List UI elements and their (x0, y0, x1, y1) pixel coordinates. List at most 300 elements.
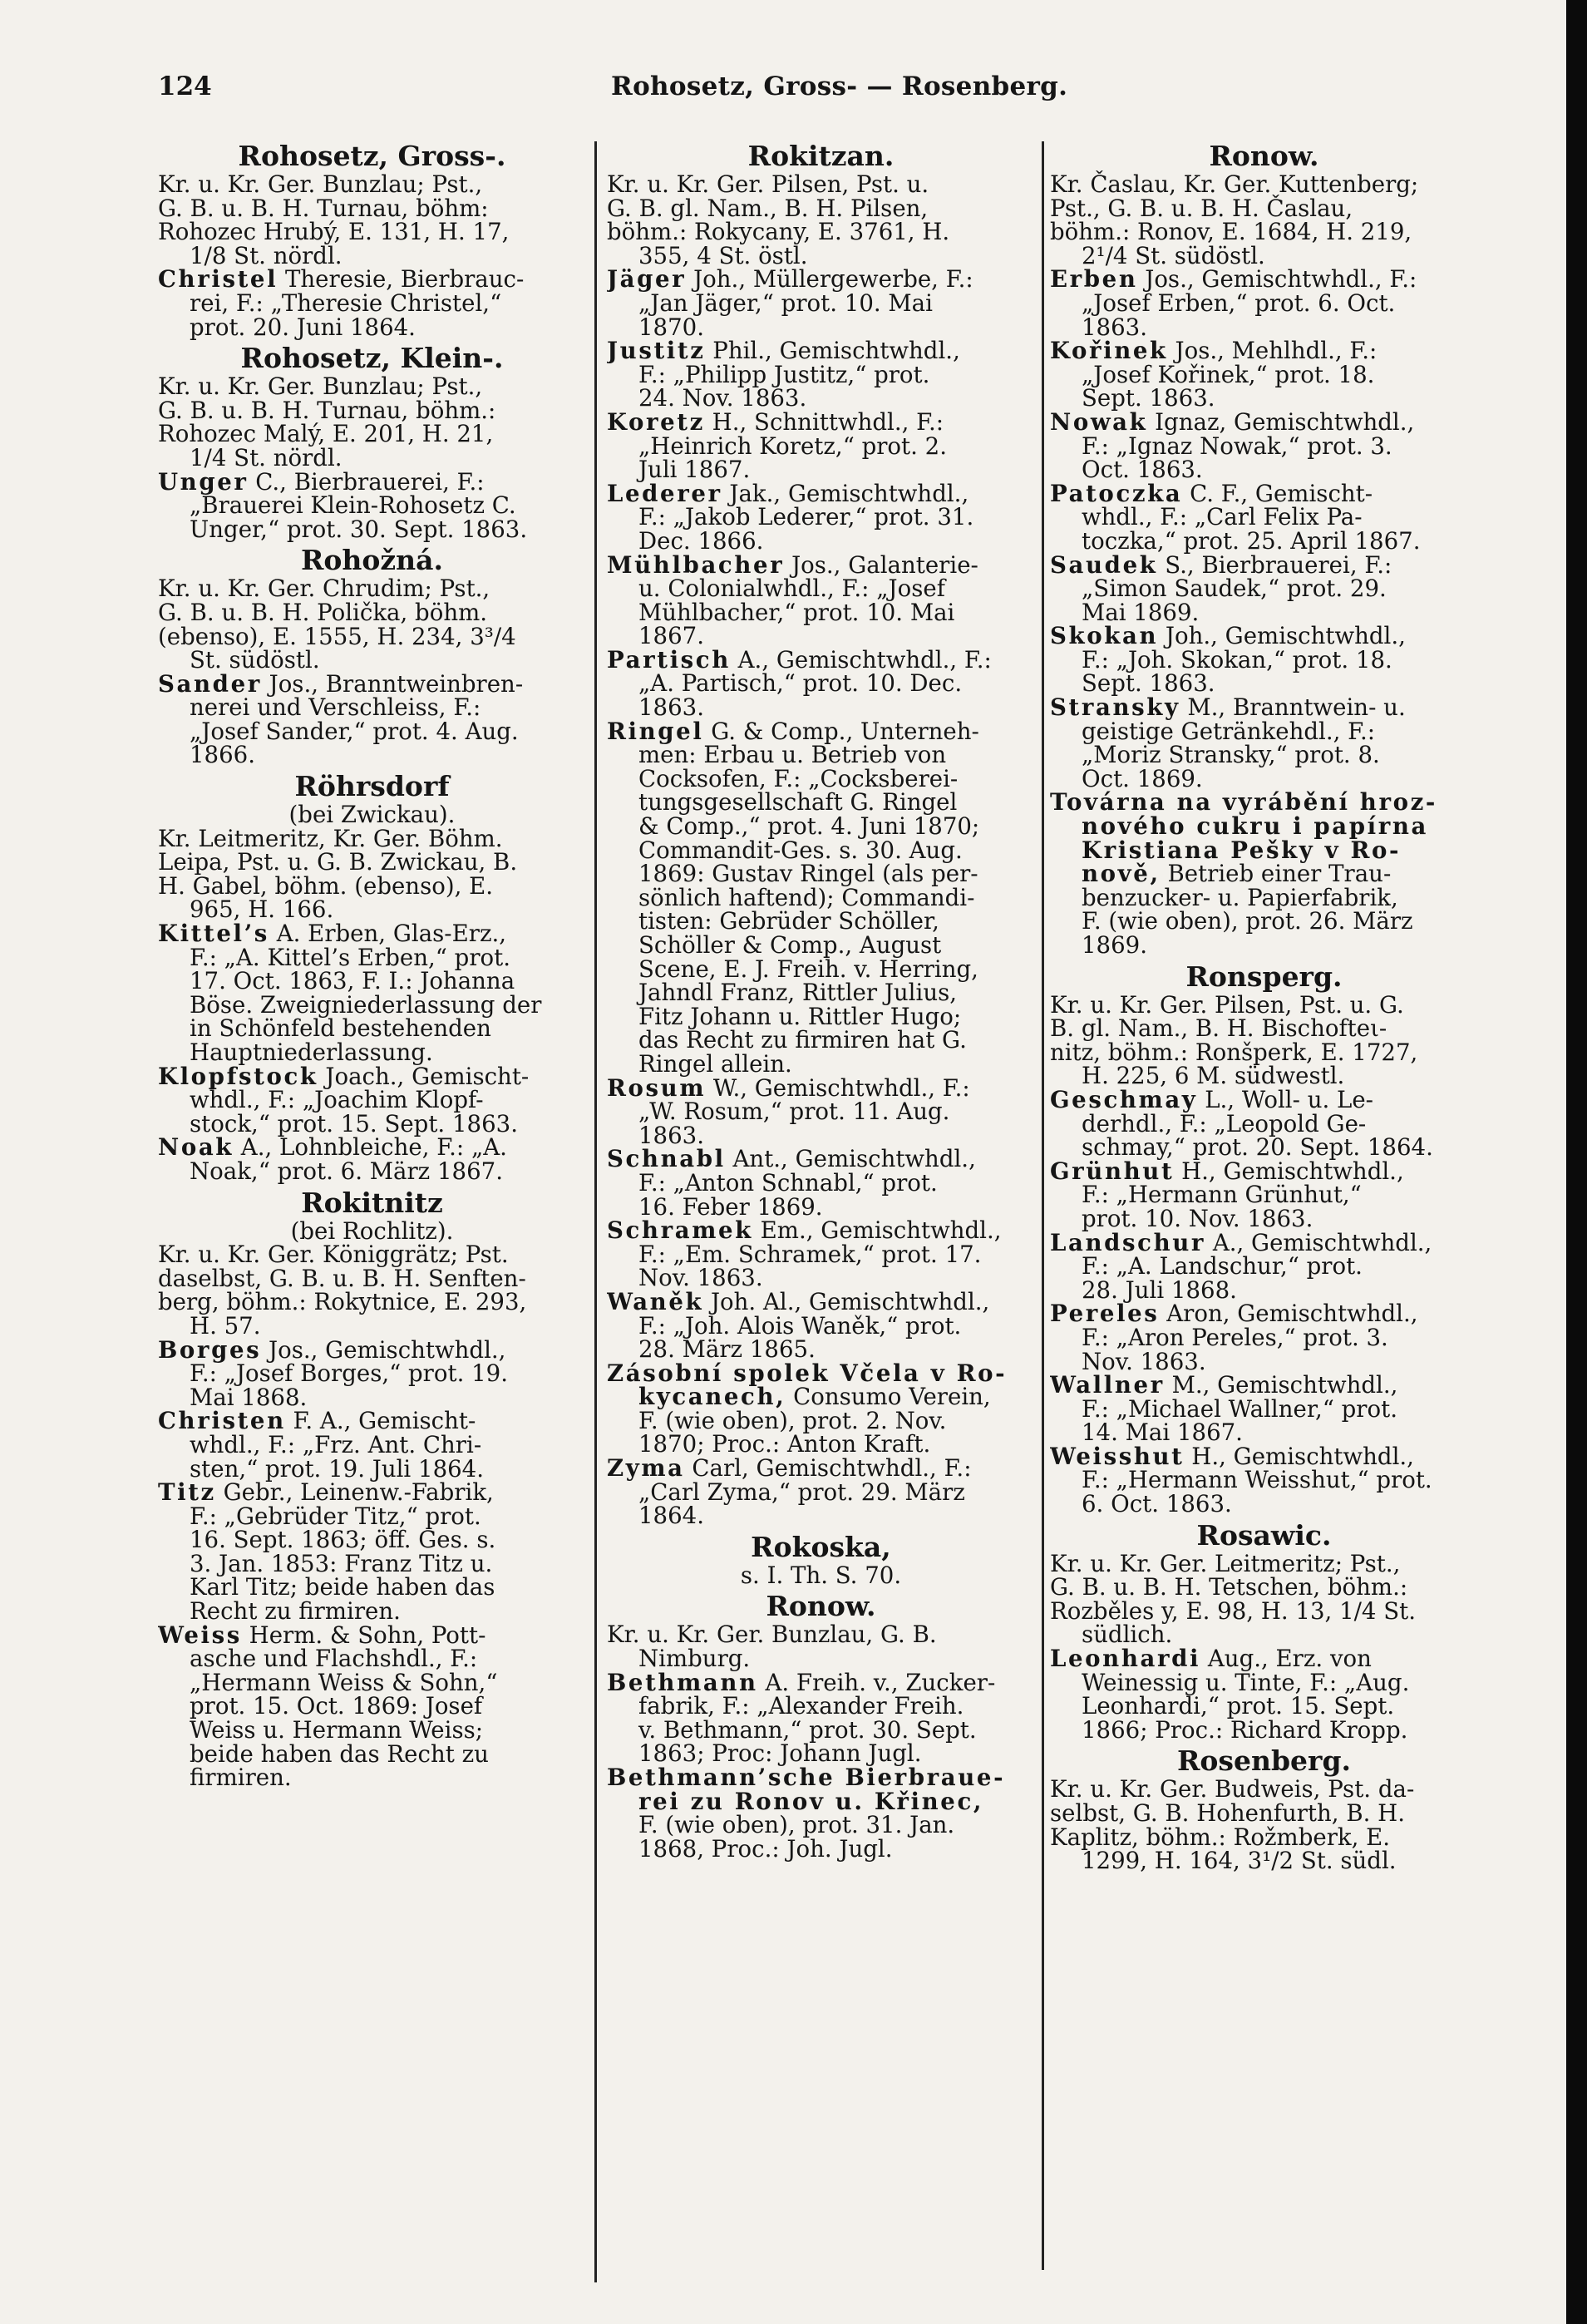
entry-name: Landschur (1050, 1228, 1206, 1256)
entry-line-start (1050, 836, 1478, 864)
entry-text: berg, böhm.: Rokytnice, E. 293, (158, 1288, 527, 1316)
entry-name: Grünhut (1050, 1157, 1175, 1185)
entry-name: Waněk (607, 1287, 704, 1315)
entry-line (158, 422, 586, 447)
entry-text: Rohozec Malý, E. 201, H. 21, (158, 420, 494, 448)
entry-text: Schöller & Comp., August (638, 931, 942, 959)
entry-line (1050, 1775, 1478, 1803)
entry-text: Mai 1869. (1082, 598, 1200, 626)
entry-line (158, 220, 586, 244)
entry-line (607, 883, 1035, 911)
entry-line (158, 515, 586, 543)
entry-text: F.: „Joh. Alois Waněk,“ prot. (638, 1311, 962, 1340)
entry-line (1050, 1014, 1478, 1043)
entry-line-start (1050, 339, 1478, 363)
entry-text: nerei und Verschleiss, F.: (190, 693, 481, 722)
entry-text: M., Branntwein- u. (1180, 693, 1406, 722)
entry-name: Továrna na vyrábění hroz- (1050, 788, 1437, 817)
entry-line (1050, 1799, 1478, 1827)
entry-line (1050, 1490, 1478, 1518)
entry-text: F.: „Anton Schnabl,“ prot. (638, 1168, 938, 1197)
entry-text: F. (wie oben), prot. 2. Nov. (638, 1406, 947, 1434)
entry-line-start (158, 467, 586, 496)
entry-text: „Jan Jäger,“ prot. 10. Mai (638, 289, 933, 317)
entry-line (1050, 1038, 1478, 1066)
entry-text: H., Schnittwhdl., F.: (704, 407, 944, 436)
entry-text: „Carl Zyma,“ prot. 29. März (638, 1478, 965, 1506)
entry-text: „Simon Saudek,“ prot. 29. (1082, 575, 1387, 603)
entry-text: Betrieb einer Trau- (1160, 860, 1392, 888)
entry-line-start (1050, 1371, 1478, 1399)
entry-line-start (1050, 788, 1478, 817)
entry-line (1050, 598, 1478, 626)
entry-name: Klopfstock (158, 1062, 318, 1090)
entry-line-start (607, 1787, 1035, 1815)
entry-text: 1870. (638, 313, 704, 341)
entry-line-start (607, 1359, 1035, 1387)
entry-line (1050, 645, 1478, 674)
entry-line (1050, 1252, 1478, 1280)
entry-text: Sept. 1863. (1082, 384, 1215, 412)
entry-line (607, 526, 1035, 555)
place-heading: Rokitzan. (747, 140, 895, 172)
entry-line (607, 1623, 1035, 1647)
entry-line (158, 1243, 586, 1267)
entry-line (1050, 503, 1478, 531)
entry-name: Noak (158, 1133, 234, 1162)
entry-text: Juli 1867. (638, 456, 751, 484)
entry-line (158, 1430, 586, 1458)
entry-line-start (1050, 1442, 1478, 1470)
entry-text: 1869: Gustav Ringel (als per- (638, 860, 978, 888)
entry-line (607, 1715, 1035, 1744)
entry-line-start (1050, 265, 1478, 294)
entry-text: prot. 15. Oct. 1869: Josef (190, 1692, 483, 1720)
entry-name: Unger (158, 467, 249, 496)
entry-line-start (607, 717, 1035, 745)
entry-text: F.: „Jakob Lederer,“ prot. 31. (638, 503, 974, 531)
entry-text: Aug., Erz. von (1200, 1645, 1372, 1673)
entry-text: 24. Nov. 1863. (638, 384, 807, 412)
entry-line (158, 1647, 586, 1671)
entry-name: Kristiana Pešky v Ro- (1082, 836, 1402, 864)
entry-line (1050, 1183, 1478, 1207)
entry-line (158, 1597, 586, 1626)
entry-name: Weiss (158, 1621, 242, 1649)
place-heading: Rohosetz, Gross-. (238, 140, 506, 172)
entry-text: Rozběles y, E. 98, H. 13, 1/4 St. (1050, 1596, 1417, 1625)
entry-line (158, 848, 586, 876)
entry-name: Nowak (1050, 407, 1148, 436)
entry-name: nového cukru i papírna (1082, 812, 1429, 841)
entry-line (158, 1383, 586, 1411)
entry-text: Theresie, Bierbrauc- (278, 265, 525, 294)
entry-text: Noak,“ prot. 6. März 1867. (190, 1157, 503, 1185)
entry-line-start (158, 1335, 586, 1364)
entry-name: Zyma (607, 1454, 685, 1483)
entry-line (158, 1041, 586, 1065)
entry-text: Scene, E. J. Freih. v. Herring, (638, 955, 978, 983)
entry-line (607, 836, 1035, 864)
entry-line-start (158, 1478, 586, 1507)
entry-text: C., Bierbrauerei, F.: (248, 467, 485, 496)
entry-text: beide haben das Recht zu (190, 1739, 489, 1768)
entry-line (607, 289, 1035, 317)
entry-line (158, 1502, 586, 1530)
entry-line (1050, 241, 1478, 269)
entry-text: 1/4 St. nördl. (190, 443, 343, 471)
entry-line (158, 1454, 586, 1483)
entry-text: St. südöstl. (190, 646, 320, 674)
entry-line (607, 1504, 1035, 1528)
entry-line-start (607, 1668, 1035, 1696)
entry-line (158, 1014, 586, 1043)
entry-line (607, 1266, 1035, 1290)
entry-text: M., Gemischtwhdl., (1164, 1371, 1398, 1399)
entry-name: Stransky (1050, 693, 1180, 722)
entry-line (1050, 743, 1478, 767)
entry-line-start (607, 1766, 1035, 1790)
entry-line-start (158, 265, 586, 294)
entry-text: „Josef Erben,“ prot. 6. Oct. (1082, 289, 1396, 317)
entry-line (158, 1311, 586, 1340)
entry-line-start (1050, 1302, 1478, 1326)
entry-line (607, 220, 1035, 244)
entry-name: Erben (1050, 265, 1138, 294)
entry-text: „Hermann Weiss & Sohn,“ (190, 1668, 498, 1696)
entry-text: G. B. u. B. H. Polička, böhm. (158, 598, 488, 626)
running-head: Rohosetz, Gross- — Rosenberg. (611, 72, 1068, 101)
entry-text: Joach., Gemischt- (318, 1062, 530, 1090)
entry-line (1050, 1549, 1478, 1577)
entry-text: in Schönfeld bestehenden (190, 1014, 491, 1043)
entry-line (158, 622, 586, 650)
entry-text: L., Woll- u. Le- (1197, 1085, 1373, 1113)
entry-text: Phil., Gemischtwhdl., (705, 337, 960, 365)
entry-line-start (1050, 1157, 1478, 1185)
entry-text: „Heinrich Koretz,“ prot. 2. (638, 432, 948, 460)
entry-line (1050, 669, 1478, 698)
entry-line (607, 503, 1035, 531)
entry-text: Aron, Gemischtwhdl., (1159, 1300, 1418, 1328)
place-heading: Ronow. (766, 1590, 876, 1623)
entry-line (607, 669, 1035, 698)
entry-line (1050, 1468, 1478, 1493)
entry-line (607, 432, 1035, 460)
entry-line (607, 458, 1035, 482)
entry-line (158, 443, 586, 471)
entry-text: F.: „Michael Wallner,“ prot. (1082, 1394, 1397, 1423)
entry-line (158, 194, 586, 222)
entry-text: Commandit-Ges. s. 30. Aug. (638, 836, 963, 864)
entry-text: Böse. Zweigniederlassung der (190, 990, 542, 1019)
entry-text: Kr. Časlau, Kr. Ger. Kuttenberg; (1050, 170, 1419, 198)
entry-line (607, 241, 1035, 269)
entry-text: prot. 10. Nov. 1863. (1082, 1204, 1313, 1232)
entry-text: sönlich haftend); Commandi- (638, 883, 975, 911)
entry-line (607, 1692, 1035, 1720)
entry-text: Sept. 1863. (1082, 669, 1215, 698)
entry-text: Recht zu firmiren. (190, 1597, 401, 1626)
column-rule-left (594, 141, 597, 2282)
entry-line (1050, 1715, 1478, 1744)
entry-text: Joh., Müllergewerbe, F.: (686, 265, 973, 294)
entry-name: Bethmann’sche Bierbraue- (607, 1764, 1006, 1791)
entry-line (158, 1716, 586, 1744)
column-left (158, 137, 586, 2291)
entry-text: 1863. (638, 1121, 704, 1149)
entry-text: 355, 4 St. östl. (638, 241, 808, 269)
place-heading: Rokoska, (751, 1530, 891, 1563)
entry-text: Jos., Mehlhdl., F.: (1167, 337, 1378, 365)
entry-text: asche und Flachshdl., F.: (190, 1645, 478, 1673)
entry-text: Jahndl Franz, Rittler Julius, (638, 979, 958, 1007)
entry-text: „W. Rosum,“ prot. 11. Aug. (638, 1098, 950, 1126)
entry-line (158, 1109, 586, 1137)
entry-text: böhm.: Rokycany, E. 3761, H. (607, 218, 950, 246)
entry-line-start (158, 669, 586, 698)
entry-text: F.: „Ignaz Nowak,“ prot. 3. (1082, 432, 1392, 460)
entry-line (158, 1088, 586, 1113)
entry-line (158, 598, 586, 626)
entry-line (1050, 1275, 1478, 1304)
entry-text: H. 57. (190, 1311, 261, 1340)
entry-text: 6. Oct. 1863. (1082, 1490, 1232, 1518)
entry-line-start (1050, 862, 1478, 886)
entry-text: sten,“ prot. 19. Juli 1864. (190, 1454, 485, 1483)
entry-line (1050, 1394, 1478, 1423)
entry-line (607, 1430, 1035, 1458)
entry-line (1050, 1133, 1478, 1162)
entry-text: „Josef Kořinek,“ prot. 18. (1082, 360, 1375, 388)
entry-line (607, 1478, 1035, 1506)
entry-text: Kr. Leitmeritz, Kr. Ger. Böhm. (158, 824, 503, 852)
entry-text: Jos., Galanterie- (784, 550, 978, 579)
entry-text: 1870; Proc.: Anton Kraft. (638, 1430, 931, 1458)
entry-line (1050, 1668, 1478, 1696)
entry-text: Gebr., Leinenw.-Fabrik, (215, 1478, 494, 1507)
entry-name: Zásobní spolek Včela v Ro- (607, 1359, 1008, 1387)
entry-text: Fitz Johann u. Rittler Hugo; (638, 1002, 962, 1030)
entry-text: Nov. 1863. (1082, 1347, 1206, 1375)
entry-text: Weiss u. Hermann Weiss; (190, 1716, 484, 1744)
entry-text: H. Gabel, böhm. (ebenso), E. (158, 871, 494, 900)
entry-line (1050, 990, 1478, 1019)
entry-line (1050, 1692, 1478, 1720)
entry-line-start (158, 1621, 586, 1649)
entry-line (1050, 384, 1478, 412)
entry-line-start (1050, 1085, 1478, 1113)
entry-name: rei zu Ronov u. Křinec, (638, 1787, 984, 1815)
entry-text: G. B. u. B. H. Turnau, böhm.: (158, 396, 496, 424)
entry-text: Consumo Verein, (786, 1383, 991, 1411)
entry-text: Rohozec Hrubý, E. 131, H. 17, (158, 218, 510, 246)
entry-line (607, 931, 1035, 959)
entry-text: Em., Gemischtwhdl., (752, 1216, 1002, 1245)
entry-text: G. & Comp., Unterneh- (703, 717, 979, 745)
entry-text: W., Gemischtwhdl., F.: (706, 1073, 970, 1102)
entry-text: F.: „Aron Pereles,“ prot. 3. (1082, 1323, 1388, 1351)
entry-line (1050, 883, 1478, 911)
entry-line (158, 1157, 586, 1185)
entry-line-start (158, 1062, 586, 1090)
entry-line-start (1050, 479, 1478, 507)
entry-line (607, 194, 1035, 222)
entry-line (1050, 1347, 1478, 1375)
entry-text: Oct. 1869. (1082, 764, 1203, 792)
entry-text: men: Erbau u. Betrieb von (638, 741, 947, 769)
entry-line (1050, 432, 1478, 460)
place-subheading: s. I. Th. S. 70. (740, 1561, 902, 1589)
entry-text: 1869. (1082, 931, 1147, 959)
entry-text: F. (wie oben), prot. 26. März (1082, 907, 1413, 935)
entry-text: S., Bierbrauerei, F.: (1157, 550, 1392, 579)
entry-line (1050, 313, 1478, 341)
entry-line (607, 1168, 1035, 1197)
entry-text: Karl Titz; beide haben das (190, 1573, 495, 1601)
place-heading: Röhrsdorf (294, 770, 450, 803)
entry-name: Schramek (607, 1216, 753, 1245)
entry-text: F. (wie oben), prot. 31. Jan. (638, 1811, 955, 1839)
entry-text: A., Gemischtwhdl., F.: (730, 645, 992, 674)
column-middle (607, 137, 1035, 2291)
entry-text: das Recht zu firmiren hat G. (638, 1026, 967, 1054)
entry-text: Jos., Gemischtwhdl., (261, 1335, 506, 1364)
entry-text: Herm. & Sohn, Pott- (241, 1621, 486, 1649)
entry-name: Weisshut (1050, 1442, 1185, 1470)
entry-line (158, 871, 586, 900)
entry-text: u. Colonialwhdl., F.: „Josef (638, 575, 945, 603)
entry-line-start (158, 1133, 586, 1162)
entry-line-start (1050, 624, 1478, 649)
entry-name: Justitz (607, 337, 706, 365)
entry-text: schmay,“ prot. 20. Sept. 1864. (1082, 1133, 1433, 1162)
entry-line (607, 1311, 1035, 1340)
entry-line (158, 1264, 586, 1292)
entry-text: „A. Partisch,“ prot. 10. Dec. (638, 669, 963, 698)
entry-line (607, 1026, 1035, 1054)
entry-line (158, 990, 586, 1019)
entry-line (158, 577, 586, 601)
entry-text: geistige Getränkehdl., F.: (1082, 717, 1376, 745)
entry-line-start (607, 479, 1035, 507)
entry-text: Jos., Gemischtwhdl., F.: (1137, 265, 1417, 294)
entry-name: Rosum (607, 1073, 707, 1102)
place-heading: Rohožná. (300, 544, 444, 577)
entry-text: 1/8 St. nördl. (190, 241, 343, 269)
entry-text: H. 225, 6 M. südwestl. (1082, 1062, 1345, 1090)
entry-line (1050, 1323, 1478, 1351)
entry-name: Kittel’s (158, 920, 269, 948)
entry-line (1050, 764, 1478, 792)
entry-line (607, 1121, 1035, 1149)
entry-line-start (607, 265, 1035, 294)
entry-name: Christen (158, 1407, 286, 1435)
entry-text: whdl., F.: „Frz. Ant. Chri- (190, 1430, 482, 1458)
entry-line-start (1050, 407, 1478, 436)
entry-text: A., Gemischtwhdl., (1205, 1228, 1432, 1256)
entry-text: böhm.: Ronov, E. 1684, H. 219, (1050, 218, 1412, 246)
entry-line (158, 743, 586, 767)
entry-line (158, 898, 586, 922)
entry-text: Kr. u. Kr. Ger. Königgrätz; Pst. (158, 1241, 509, 1269)
entry-name: Schnabl (607, 1145, 726, 1173)
entry-text: Kr. u. Kr. Ger. Pilsen, Pst. u. G. (1050, 990, 1404, 1019)
entry-line-start (607, 645, 1035, 674)
entry-name: Leonhardi (1050, 1645, 1201, 1673)
entry-text: derhdl., F.: „Leopold Ge- (1082, 1109, 1367, 1137)
entry-line (607, 313, 1035, 341)
entry-text: F.: „Em. Schramek,“ prot. 17. (638, 1240, 982, 1268)
entry-line-start (607, 1287, 1035, 1315)
entry-name: Koretz (607, 407, 705, 436)
entry-line (1050, 220, 1478, 244)
entry-line (158, 375, 586, 399)
entry-line (158, 824, 586, 852)
entry-line (607, 981, 1035, 1005)
entry-text: whdl., F.: „Joachim Klopf- (190, 1086, 484, 1114)
entry-line (1050, 194, 1478, 222)
entry-text: Leonhardi,“ prot. 15. Sept. (1082, 1692, 1395, 1720)
entry-text: G. B. u. B. H. Tetschen, böhm.: (1050, 1573, 1408, 1601)
place-heading: Rosawic. (1196, 1518, 1332, 1552)
entry-name: nově, (1082, 860, 1161, 888)
entry-line-start (607, 1147, 1035, 1172)
entry-text: „Moriz Stransky,“ prot. 8. (1082, 741, 1380, 769)
entry-text: Unger,“ prot. 30. Sept. 1863. (190, 515, 528, 543)
entry-line (1050, 458, 1478, 482)
entry-text: F.: „Hermann Grünhut,“ (1082, 1181, 1362, 1209)
entry-name: Christel (158, 265, 278, 294)
entry-line (1050, 1596, 1478, 1625)
entry-line (1050, 717, 1478, 745)
entry-line (607, 693, 1035, 722)
entry-text: Oct. 1863. (1082, 456, 1203, 484)
place-heading: Rokitnitz (301, 1186, 443, 1219)
entry-line (158, 1692, 586, 1720)
entry-line (607, 360, 1035, 388)
entry-text: 3. Jan. 1853: Franz Titz u. (190, 1549, 493, 1577)
entry-name: Skokan (1050, 622, 1159, 650)
entry-line (158, 289, 586, 317)
entry-text: F.: „Joh. Skokan,“ prot. 18. (1082, 645, 1392, 674)
entry-line (607, 1100, 1035, 1124)
entry-line (158, 1573, 586, 1601)
entry-text: nitz, böhm.: Ronšperk, E. 1727, (1050, 1038, 1418, 1066)
entry-line (1050, 360, 1478, 388)
entry-text: Jos., Branntweinbren- (261, 669, 524, 698)
entry-line (1050, 1823, 1478, 1851)
entry-line (607, 384, 1035, 412)
entry-line (158, 1528, 586, 1552)
entry-text: 1868, Proc.: Joh. Jugl. (638, 1834, 893, 1863)
entry-text: A. Freih. v., Zucker- (757, 1668, 996, 1696)
entry-line-start (607, 407, 1035, 436)
entry-text: benzucker- u. Papierfabrik, (1082, 883, 1398, 911)
entry-text: selbst, G. B. Hohenfurth, B. H. (1050, 1799, 1405, 1827)
entry-line (607, 1335, 1035, 1364)
entry-text: A. Erben, Glas-Erz., (269, 920, 507, 948)
entry-name: Bethmann (607, 1668, 758, 1696)
place-heading: Ronsperg. (1185, 960, 1343, 993)
entry-text: Ant., Gemischtwhdl., (725, 1145, 976, 1173)
entry-line-start (607, 1216, 1035, 1245)
entry-text: stock,“ prot. 15. Sept. 1863. (190, 1109, 518, 1137)
entry-name: Mühlbacher (607, 550, 785, 579)
entry-text: 1866. (190, 741, 255, 769)
entry-text: „Josef Sander,“ prot. 4. Aug. (190, 717, 519, 745)
entry-text: F.: „A. Kittel’s Erben,“ prot. (190, 943, 511, 971)
